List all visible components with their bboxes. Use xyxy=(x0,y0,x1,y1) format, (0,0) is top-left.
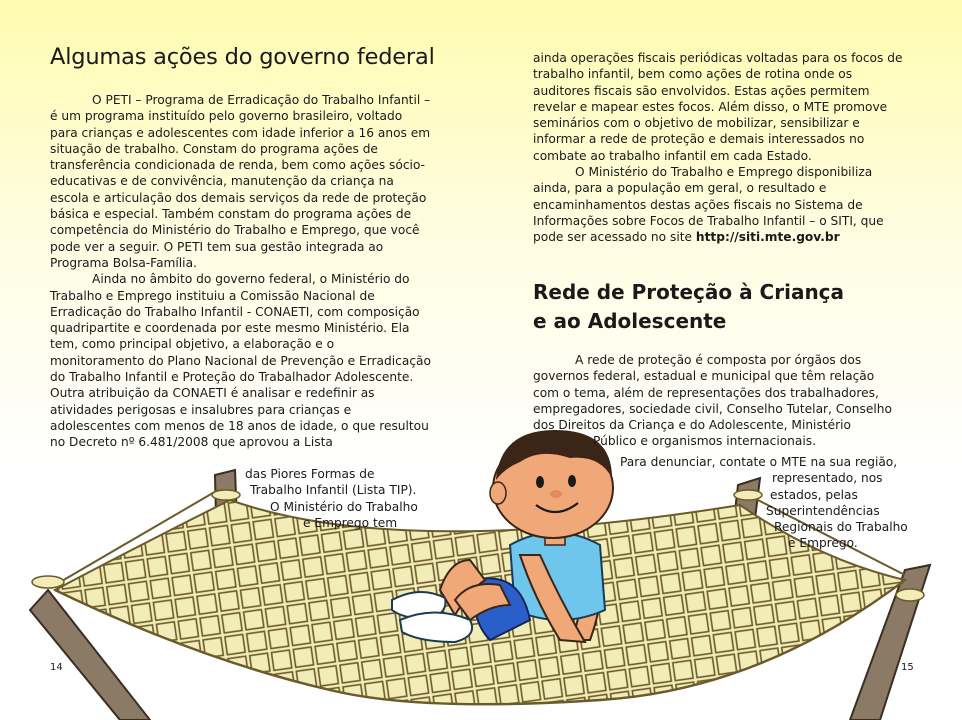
denounce-line: Superintendências xyxy=(766,503,880,518)
denounce-line: e Emprego. xyxy=(788,536,858,551)
rede-line: Público e organismos internacionais. xyxy=(593,434,816,449)
denounce-paragraph xyxy=(600,454,912,552)
siti-text: O Ministério do Trabalho e Emprego disponibiliza ainda, para a população em geral, o resultado e encaminhamentos destas ações fiscais no Sistema de Informações sobre Focos de Trabalho Infantil – o SITI, que pode ser acessado no site xyxy=(533,165,884,245)
denounce-line: Para denunciar, contate o MTE na sua região, xyxy=(620,455,898,469)
left-body xyxy=(50,92,432,451)
siti-paragraph xyxy=(533,164,911,245)
rede-line: empregadores, sociedade civil, Conselho Tutelar, Conselho xyxy=(533,401,892,416)
line-ministerio: O Ministério do Trabalho xyxy=(270,499,418,514)
denounce-line: representado, nos xyxy=(772,471,883,486)
page-number-left: 14 xyxy=(50,662,63,673)
line-emprego-tem: e Emprego tem xyxy=(303,515,398,530)
siti-link[interactable]: http://siti.mte.gov.br xyxy=(695,230,840,245)
peti-paragraph: O PETI – Programa de Erradicação do Trabalho Infantil – é um programa instituído pelo governo brasileiro, voltado para crianças e adolescentes com idade inferior a 16 anos em situação de trabalho. Constam do programa ações de transferência condicionada de renda, bem como ações sócio-educativas e de convivência, manutenção da criança na escola e articulação dos demais serviços da rede de proteção básica e especial. Também constam do programa ações de competência do Ministério do Trabalho e Emprego, que você pode ver a seguir. O PETI tem sua gestão integrada ao Programa Bolsa-Família. xyxy=(50,93,431,270)
fiscal-operations-paragraph: ainda operações fiscais periódicas voltadas para os focos de trabalho infantil, bem como ações de rotina onde os auditores fiscais são envolvidos. Estas ações permitem revelar e mapear estes focos. Além disso, o MTE promove seminários com o objetivo de mobilizar, sensibilizar e informar a rede de proteção e demais interessados no combate ao trabalho infantil em cada Estado. xyxy=(533,51,903,163)
denounce-line: estados, pelas xyxy=(770,487,858,502)
rede-paragraph xyxy=(533,352,913,450)
rede-line: dos Direitos da Criança e do Adolescente, Ministério xyxy=(533,418,851,433)
heading-line-2: e ao Adolescente xyxy=(533,309,727,333)
rede-line: governos federal, estadual e municipal que têm relação xyxy=(533,369,875,384)
page-number-right: 15 xyxy=(901,662,914,673)
line-lista-tip: Trabalho Infantil (Lista TIP). xyxy=(250,483,417,498)
denounce-line: Regionais do Trabalho xyxy=(774,520,908,535)
rede-line: com o tema, além de representações dos trabalhadores, xyxy=(533,385,879,400)
right-heading xyxy=(533,278,863,336)
heading-line-1: Rede de Proteção à Criança xyxy=(533,280,845,304)
line-piores-formas: das Piores Formas de xyxy=(245,467,375,481)
left-body-wrap xyxy=(245,466,435,531)
conaeti-paragraph: Ainda no âmbito do governo federal, o Ministério do Trabalho e Emprego instituiu a Comissão Nacional de Erradicação do Trabalho Infantil - CONAETI, com composição quadripartite e coordenada por este mesmo Ministério. Ela tem, como principal objetivo, a elaboração e o monitoramento do Plano Nacional de Prevenção e Erradicação do Trabalho Infantil e Proteção do Trabalhador Adolescente. Outra atribuição da CONAETI é analisar e redefinir as atividades perigosas e insalubres para crianças e adolescentes com menos de 18 anos de idade, o que resultou no Decreto nº 6.481/2008 que aprovou a Lista xyxy=(50,272,431,450)
right-body-top xyxy=(533,50,911,246)
left-heading: Algumas ações do governo federal xyxy=(50,44,435,70)
rede-line: A rede de proteção é composta por órgãos dos xyxy=(575,353,862,367)
